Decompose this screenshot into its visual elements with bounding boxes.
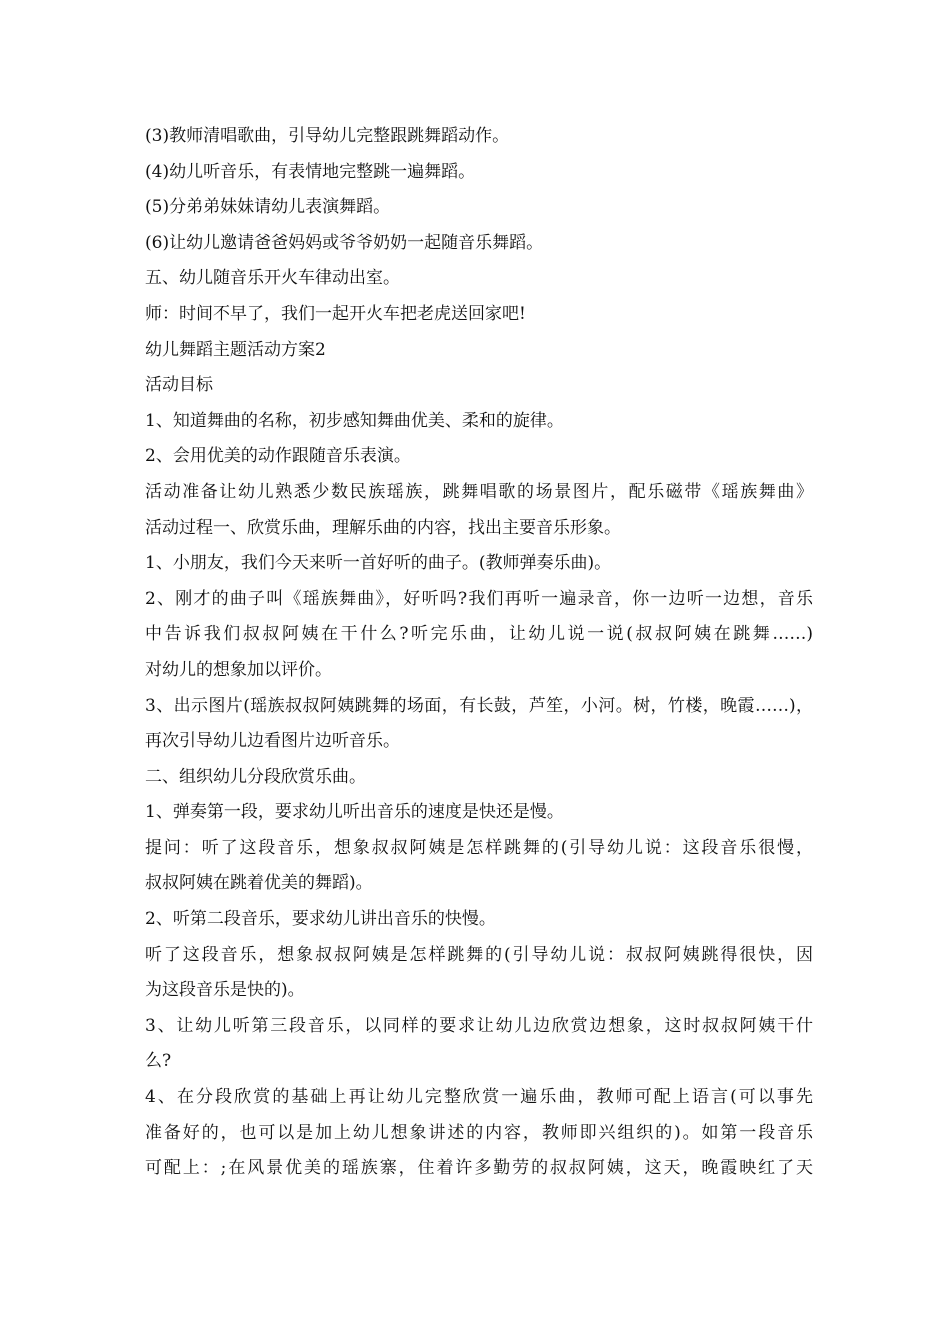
- text-line: 3、让幼儿听第三段音乐，以同样的要求让幼儿边欣赏边想象，这时叔叔阿姨干什: [145, 1015, 813, 1036]
- document-body: [145, 119, 813, 1187]
- text-line: 1、知道舞曲的名称，初步感知舞曲优美、柔和的旋律。: [145, 410, 564, 431]
- text-line: (3)教师清唱歌曲，引导幼儿完整跟跳舞蹈动作。: [145, 126, 510, 146]
- text-line: 4、在分段欣赏的基础上再让幼儿完整欣赏一遍乐曲，教师可配上语言(可以事先: [145, 1087, 813, 1108]
- text-line: 为这段音乐是快的)。: [145, 980, 305, 1001]
- section-heading: 五、幼儿随音乐开火车律动出室。: [145, 268, 400, 289]
- text-line: 么?: [145, 1051, 172, 1072]
- text-line: (4)幼儿听音乐，有表情地完整跳一遍舞蹈。: [145, 161, 476, 182]
- text-line: 活动过程一、欣赏乐曲，理解乐曲的内容，找出主要音乐形象。: [145, 517, 621, 538]
- text-line: 再次引导幼儿边看图片边听音乐。: [145, 731, 400, 752]
- text-line: 叔叔阿姨在跳着优美的舞蹈)。: [145, 873, 373, 894]
- text-line: 2、会用优美的动作跟随音乐表演。: [145, 446, 411, 467]
- text-line: 听了这段音乐，想象叔叔阿姨是怎样跳舞的(引导幼儿说：叔叔阿姨跳得很快，因: [145, 944, 813, 965]
- text-line: 3、出示图片(瑶族叔叔阿姨跳舞的场面，有长鼓，芦笙，小河。树，竹楼，晚霞……)，: [145, 695, 813, 716]
- plan-title: 幼儿舞蹈主题活动方案2: [145, 339, 326, 360]
- text-line: 2、刚才的曲子叫《瑶族舞曲》，好听吗?我们再听一遍录音，你一边听一边想，音乐: [145, 588, 813, 609]
- text-line: 1、小朋友，我们今天来听一首好听的曲子。(教师弹奏乐曲)。: [145, 553, 612, 574]
- text-line: 中告诉我们叔叔阿姨在干什么?听完乐曲，让幼儿说一说(叔叔阿姨在跳舞……): [145, 624, 813, 645]
- text-line: 师：时间不早了，我们一起开火车把老虎送回家吧!: [145, 303, 526, 324]
- text-line: 可配上：;在风景优美的瑶族寨，住着许多勤劳的叔叔阿姨，这天，晚霞映红了天: [145, 1158, 813, 1179]
- text-line: 1、弹奏第一段，要求幼儿听出音乐的速度是快还是慢。: [145, 802, 564, 823]
- text-line: (5)分弟弟妹妹请幼儿表演舞蹈。: [145, 197, 391, 218]
- text-line: 2、听第二段音乐，要求幼儿讲出音乐的快慢。: [145, 909, 496, 930]
- section-heading: 活动目标: [145, 375, 213, 396]
- text-line: 对幼儿的想象加以评价。: [145, 659, 332, 680]
- text-line: (6)让幼儿邀请爸爸妈妈或爷爷奶奶一起随音乐舞蹈。: [145, 232, 544, 253]
- text-line: 提问：听了这段音乐，想象叔叔阿姨是怎样跳舞的(引导幼儿说：这段音乐很慢，: [145, 837, 813, 858]
- text-line: 活动准备让幼儿熟悉少数民族瑶族，跳舞唱歌的场景图片，配乐磁带《瑶族舞曲》: [145, 481, 813, 502]
- text-line: 准备好的，也可以是加上幼儿想象讲述的内容，教师即兴组织的)。如第一段音乐: [145, 1122, 813, 1143]
- section-heading: 二、组织幼儿分段欣赏乐曲。: [145, 766, 366, 787]
